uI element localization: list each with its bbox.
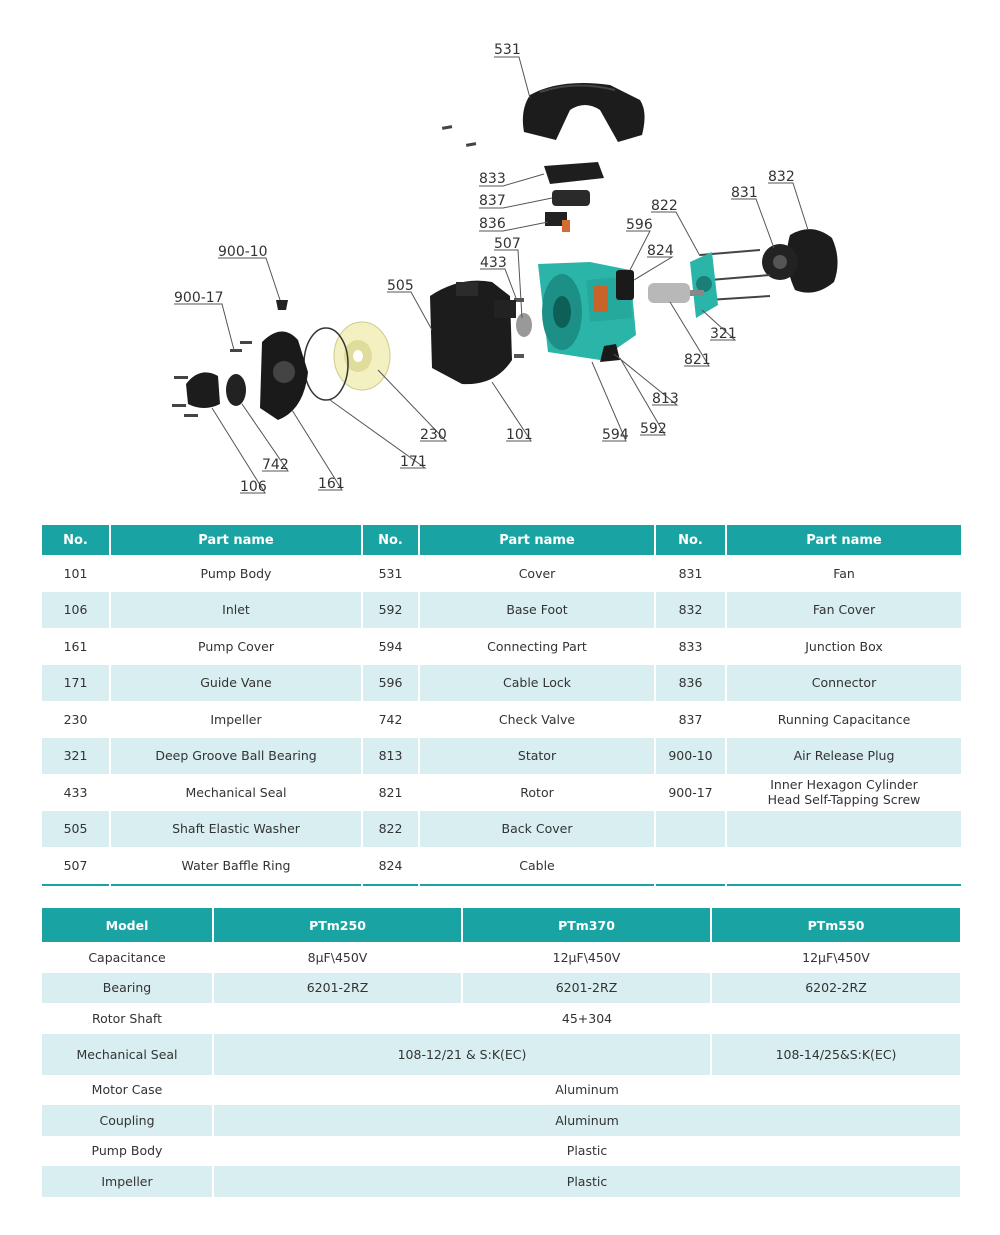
spec-label: Mechanical Seal bbox=[42, 1034, 213, 1075]
part-no: 742 bbox=[362, 701, 419, 738]
exploded-view-diagram bbox=[0, 0, 1000, 510]
part-no: 900-10 bbox=[655, 738, 726, 775]
part-no: 171 bbox=[42, 665, 110, 702]
callout-505: 505 bbox=[387, 278, 414, 294]
part-name: Rotor bbox=[419, 774, 655, 811]
part-name: Base Foot bbox=[419, 592, 655, 629]
part-name: Water Baffle Ring bbox=[110, 847, 362, 885]
spec-value: 45+304 bbox=[561, 1010, 613, 1026]
callout-321: 321 bbox=[710, 326, 737, 342]
table-row bbox=[42, 774, 961, 811]
spec-value: Plastic bbox=[566, 1143, 608, 1159]
callout-101: 101 bbox=[506, 427, 533, 443]
spec-row-rotor-shaft bbox=[42, 1003, 960, 1034]
part-name: Fan bbox=[726, 555, 961, 592]
part-name: Shaft Elastic Washer bbox=[110, 811, 362, 848]
spec-label: Capacitance bbox=[42, 942, 213, 973]
table-row bbox=[42, 847, 961, 885]
part-no: 836 bbox=[655, 665, 726, 702]
callout-230: 230 bbox=[420, 427, 447, 443]
callout-742: 742 bbox=[262, 457, 289, 473]
part-name: Pump Cover bbox=[110, 628, 362, 665]
callout-507: 507 bbox=[494, 236, 521, 252]
header-no: No. bbox=[42, 525, 110, 555]
back-cover-illustration bbox=[690, 252, 718, 318]
table-row bbox=[42, 811, 961, 848]
spec-value: 8μF\450V bbox=[213, 942, 462, 973]
part-name: Cable bbox=[419, 847, 655, 885]
spec-value: 12μF\450V bbox=[462, 942, 711, 973]
table-row bbox=[42, 555, 961, 592]
seal-parts-illustration bbox=[514, 298, 532, 358]
part-no: 507 bbox=[42, 847, 110, 885]
spec-label: Motor Case bbox=[42, 1075, 213, 1106]
part-name: Mechanical Seal bbox=[110, 774, 362, 811]
callout-592: 592 bbox=[640, 421, 667, 437]
part-no: 833 bbox=[655, 628, 726, 665]
parts-list-table bbox=[42, 525, 961, 886]
header-ptm370: PTm370 bbox=[462, 908, 711, 942]
part-no: 824 bbox=[362, 847, 419, 885]
spec-label: Rotor Shaft bbox=[42, 1003, 213, 1034]
part-no: 230 bbox=[42, 701, 110, 738]
spec-row-capacitance bbox=[42, 942, 960, 973]
part-no: 596 bbox=[362, 665, 419, 702]
header-part-name: Part name bbox=[726, 525, 961, 555]
spec-label: Impeller bbox=[42, 1166, 213, 1197]
spec-row-motor-case bbox=[42, 1075, 960, 1106]
callout-833: 833 bbox=[479, 171, 506, 187]
table-row bbox=[42, 628, 961, 665]
callout-813: 813 bbox=[652, 391, 679, 407]
part-name bbox=[726, 811, 961, 848]
part-name: Junction Box bbox=[726, 628, 961, 665]
header-part-name: Part name bbox=[419, 525, 655, 555]
cover-part-illustration bbox=[523, 83, 645, 142]
spec-value: Plastic bbox=[213, 1166, 960, 1197]
callout-900-10: 900-10 bbox=[218, 244, 268, 260]
callout-594: 594 bbox=[602, 427, 629, 443]
part-name: Running Capacitance bbox=[726, 701, 961, 738]
spec-row-bearing bbox=[42, 973, 960, 1004]
part-name: Guide Vane bbox=[110, 665, 362, 702]
part-no: 106 bbox=[42, 592, 110, 629]
callout-837: 837 bbox=[479, 193, 506, 209]
header-ptm250: PTm250 bbox=[213, 908, 462, 942]
spec-value: 6202-2RZ bbox=[711, 973, 960, 1004]
part-no: 900-17 bbox=[655, 774, 726, 811]
pump-body-illustration bbox=[430, 281, 516, 385]
header-model: Model bbox=[42, 908, 213, 942]
part-name: Connector bbox=[726, 665, 961, 702]
part-no bbox=[655, 811, 726, 848]
model-spec-table bbox=[42, 908, 960, 1197]
part-no: 594 bbox=[362, 628, 419, 665]
part-no: 592 bbox=[362, 592, 419, 629]
part-no: 161 bbox=[42, 628, 110, 665]
part-no: 822 bbox=[362, 811, 419, 848]
pump-cover-illustration bbox=[260, 331, 308, 420]
callout-596: 596 bbox=[626, 217, 653, 233]
callout-900-17: 900-17 bbox=[174, 290, 224, 306]
part-name: Deep Groove Ball Bearing bbox=[110, 738, 362, 775]
part-no: 832 bbox=[655, 592, 726, 629]
table-row bbox=[42, 665, 961, 702]
part-name: Impeller bbox=[110, 701, 362, 738]
spec-value: 6201-2RZ bbox=[213, 973, 462, 1004]
impeller-illustration bbox=[334, 322, 390, 390]
spec-row-coupling bbox=[42, 1105, 960, 1136]
callout-161: 161 bbox=[318, 476, 345, 492]
part-no: 505 bbox=[42, 811, 110, 848]
callout-836: 836 bbox=[479, 216, 506, 232]
part-no: 831 bbox=[655, 555, 726, 592]
spec-row-pump-body bbox=[42, 1136, 960, 1167]
part-name: Back Cover bbox=[419, 811, 655, 848]
callout-531: 531 bbox=[494, 42, 521, 58]
part-no bbox=[655, 847, 726, 885]
part-no: 101 bbox=[42, 555, 110, 592]
callout-821: 821 bbox=[684, 352, 711, 368]
header-part-name: Part name bbox=[110, 525, 362, 555]
callout-831: 831 bbox=[731, 185, 758, 201]
callout-824: 824 bbox=[647, 243, 674, 259]
part-name: Check Valve bbox=[419, 701, 655, 738]
header-no: No. bbox=[362, 525, 419, 555]
part-name: Fan Cover bbox=[726, 592, 961, 629]
air-release-plug-illustration bbox=[276, 300, 288, 310]
part-name bbox=[726, 847, 961, 885]
part-name: Pump Body bbox=[110, 555, 362, 592]
spec-label: Bearing bbox=[42, 973, 213, 1004]
part-no: 813 bbox=[362, 738, 419, 775]
spec-value: 12μF\450V bbox=[802, 949, 870, 965]
part-name: Cover bbox=[419, 555, 655, 592]
callout-171: 171 bbox=[400, 454, 427, 470]
part-name: Inner Hexagon Cylinder Head Self-Tapping Screw bbox=[726, 774, 961, 811]
table-row bbox=[42, 701, 961, 738]
header-ptm550: PTm550 bbox=[711, 908, 960, 942]
inlet-illustration bbox=[172, 372, 246, 417]
table-row bbox=[42, 592, 961, 629]
spec-value: 108-14/25&S:K(EC) bbox=[711, 1034, 960, 1075]
callout-433: 433 bbox=[480, 255, 507, 271]
part-name: Stator bbox=[419, 738, 655, 775]
part-name: Connecting Part bbox=[419, 628, 655, 665]
spec-value: Aluminum bbox=[213, 1105, 960, 1136]
spec-value: 108-12/21 & S:K(EC) bbox=[213, 1034, 711, 1075]
part-no: 821 bbox=[362, 774, 419, 811]
part-no: 837 bbox=[655, 701, 726, 738]
part-no: 321 bbox=[42, 738, 110, 775]
part-name: Inlet bbox=[110, 592, 362, 629]
spec-label: Pump Body bbox=[42, 1136, 213, 1167]
motor-body-illustration bbox=[538, 262, 636, 362]
spec-row-impeller bbox=[42, 1166, 960, 1197]
part-no: 433 bbox=[42, 774, 110, 811]
part-name: Air Release Plug bbox=[726, 738, 961, 775]
part-no: 531 bbox=[362, 555, 419, 592]
header-no: No. bbox=[655, 525, 726, 555]
spec-row-mechanical-seal bbox=[42, 1034, 960, 1075]
junction-box-illustration bbox=[544, 162, 604, 232]
spec-value: Aluminum bbox=[555, 1082, 619, 1098]
callout-106: 106 bbox=[240, 479, 267, 495]
table-row bbox=[42, 738, 961, 775]
spec-value: 6201-2RZ bbox=[462, 973, 711, 1004]
top-screws-illustration bbox=[442, 125, 476, 147]
part-name: Cable Lock bbox=[419, 665, 655, 702]
parts-table-header bbox=[42, 525, 961, 555]
callout-832: 832 bbox=[768, 169, 795, 185]
spec-table-header bbox=[42, 908, 960, 942]
spec-label: Coupling bbox=[42, 1105, 213, 1136]
callout-822: 822 bbox=[651, 198, 678, 214]
